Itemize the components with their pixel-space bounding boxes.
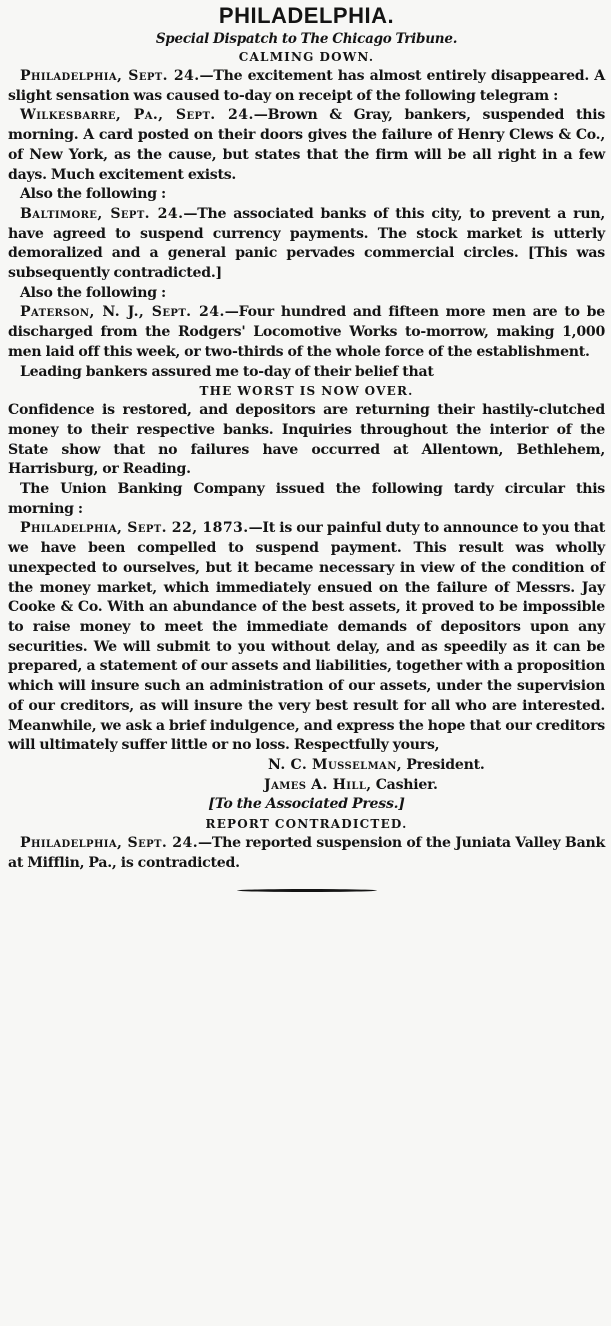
newspaper-clipping [8, 0, 605, 893]
paragraph-paterson [8, 303, 605, 362]
paragraph-juniata [8, 834, 605, 873]
dateline: Paterson, N. J., Sept. 24. [20, 304, 225, 321]
also-following-2: Also the following : [20, 284, 166, 301]
dateline: Baltimore, Sept. 24. [20, 205, 184, 222]
dateline: Philadelphia, Sept. 24. [20, 68, 200, 84]
paragraph-confidence: Confidence is restored, and depositors are returning their hastily-clutched money to their respective banks. Inquiries throughout the interior of the State show that no failures have occurred at Allentown, Bethlehem, Harrisburg, or Reading. [8, 402, 605, 478]
dateline: Philadelphia, Sept. 24. [20, 835, 199, 852]
paragraph-baltimore [8, 205, 605, 284]
paragraph-circular [8, 519, 605, 755]
paragraph-union-banking: The Union Banking Company issued the following tardy circular this morning : [8, 481, 605, 517]
paragraph-philadelphia-lead [8, 67, 605, 106]
signer-title: President. [402, 756, 485, 773]
paragraph-text: —It is our painful duty to announce to you that we have been compelled to suspend payment. This result was wholly unexpected to ourselves, but it became necessary in view of the condition of the money market, which immediately ensued on the failure of Messrs. Jay Cooke & Co. With an abundance of the best assets, it proved to be impossible to raise money to meet the immediate demands of depositors upon any securities. We will submit to you without delay, and as speedily as it can be prepared, a statement of our assets and liabilities, together with a proposition which will insure such an administration of our assets, under the supervision of our creditors, as will insure the very best result for all who are interested. Meanwhile, we ask a brief indulgence, and express the hope that our creditors will ultimately suffer little or no loss. Respectfully yours, [8, 520, 605, 754]
dateline: Wilkesbarre, Pa., Sept. 24. [20, 107, 254, 124]
end-rule [237, 887, 377, 893]
subhead-report-contradicted: REPORT CONTRADICTED. [205, 817, 408, 832]
signature-cashier [8, 776, 605, 796]
headline: PHILADELPHIA. [218, 3, 395, 28]
dispatch-line: Special Dispatch to The Chicago Tribune. [155, 31, 458, 47]
paragraph-text: —Four hundred and fifteen more men are to be discharged from the Rodgers' Locomotive Works to-morrow, making 1,000 men laid off this week, or two-thirds of the whole force of the establishment. [8, 304, 605, 360]
paragraph-text: —The associated banks of this city, to prevent a run, have agreed to suspend currency payments. The stock market is utterly demoralized and a general panic pervades commercial circles. [This was subsequently contradicted.] [8, 205, 605, 282]
also-following-1: Also the following : [20, 186, 166, 203]
signer-name: James A. Hill, [264, 776, 372, 793]
signature-president [8, 756, 605, 776]
paragraph-wilkesbarre [8, 106, 605, 185]
signer-title: Cashier. [371, 776, 438, 793]
paragraph-text: —The excitement has almost entirely disappeared. A slight sensation was caused to-day on receipt of the following telegram : [8, 68, 605, 104]
subhead-worst-over: THE WORST IS NOW OVER. [199, 384, 414, 399]
paragraph-text: —Brown & Gray, bankers, suspended this morning. A card posted on their doors gives the failure of Henry Clews & Co., of New York, as the cause, but states that the firm will be all right in a few days. Much excitement exists. [8, 107, 605, 183]
subhead-calming-down: CALMING DOWN. [238, 50, 375, 64]
paragraph-text: —The reported suspension of the Juniata Valley Bank at Mifflin, Pa., is contradicted. [8, 835, 605, 871]
signer-name: N. C. Musselman, [268, 756, 403, 773]
paragraph-bankers-belief: Leading bankers assured me to-day of their belief that [20, 363, 434, 380]
press-credit: [To the Associated Press.] [208, 796, 405, 813]
dateline: Philadelphia, Sept. 22, 1873. [20, 520, 249, 537]
